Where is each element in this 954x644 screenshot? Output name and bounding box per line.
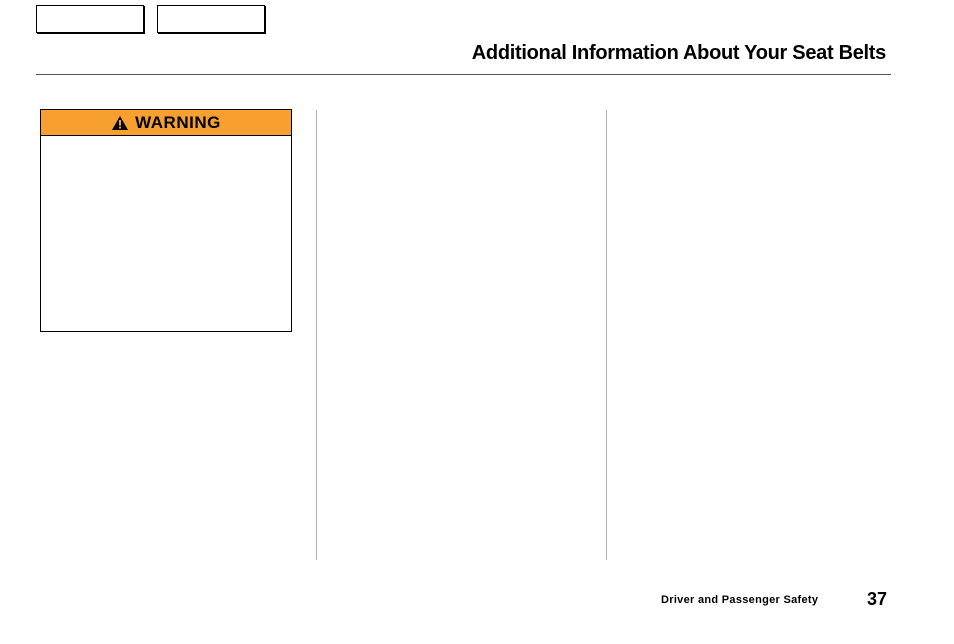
column-divider bbox=[606, 110, 607, 560]
warning-header bbox=[41, 110, 291, 136]
warning-label: WARNING bbox=[135, 112, 221, 132]
nav-button-main-menu[interactable] bbox=[36, 5, 144, 33]
column-divider bbox=[316, 110, 317, 560]
warning-box bbox=[40, 109, 292, 332]
page-number: 37 bbox=[867, 589, 888, 609]
footer-section-title: Driver and Passenger Safety bbox=[661, 594, 819, 606]
title-divider bbox=[36, 74, 891, 75]
warning-triangle-icon bbox=[111, 115, 129, 131]
page-title: Additional Information About Your Seat Belts bbox=[471, 42, 886, 64]
nav-button-index[interactable] bbox=[157, 5, 265, 33]
